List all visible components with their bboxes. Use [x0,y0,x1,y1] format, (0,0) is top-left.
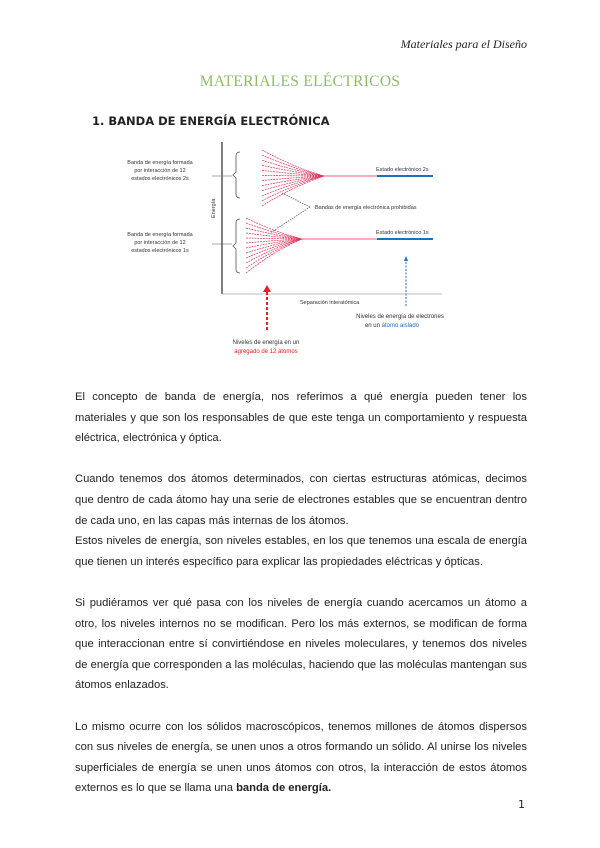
svg-text:Banda de energía formadapor in: Banda de energía formada por interacción de 12 estados electrónicos 2s [127,160,193,182]
energy-band-diagram [0,0,600,370]
y-axis-label: Energía [211,198,217,218]
energy-level-line [246,228,302,239]
x-axis-label: Separación interatómica [300,300,360,306]
body-text [75,387,527,799]
energy-level-fans [246,150,377,273]
brace-2s [233,152,240,198]
page-number: 1 [518,798,525,811]
energy-level-line [246,239,302,273]
paragraph: Lo mismo ocurre con los sólidos macroscópicos, tenemos millones de átomos dispersos con sus niveles de energía, se unen unos a otros formando un sólido. Al unirse los niveles superficiales de energía se unen unos átomos con otros, la interacción de estos átomos externos es lo que se llama una banda de energía. [75,720,527,795]
forbidden-pointers [270,193,310,233]
paragraph: Estos niveles de energía, son niveles estables, en los que tenemos una escala de energía que tienen un interés específico para explicar las propiedades eléctricas y ópticas. [75,535,527,568]
forbidden-label: Bandas de energía electrónica prohibidas [315,205,417,211]
paragraph: El concepto de banda de energía, nos referimos a qué energía pueden tener los materiales y que son los responsables de que este tenga un comportamiento y respuesta eléctrica, electrónica y óptica. [75,391,527,445]
paragraph: Si pudiéramos ver qué pasa con los niveles de energía cuando acercamos un átomo a otro, los niveles internos no se modifican. Pero los más externos, se modifican de forma que interaccionan entre sí convirtiéndose en niveles moleculares, y tenemos dos niveles de energía que corresponden a las moléculas, haciendo que las moléculas mantengan sus átomos enlazados. [75,596,527,692]
svg-text:Niveles de energía en unagrega: Niveles de energía en un agregado de 12 átomos [232,340,300,355]
energy-level-line [262,175,324,176]
energy-level-line [262,176,324,206]
section-heading: 1. BANDA DE ENERGÍA ELECTRÓNICA [92,114,330,128]
page-title: MATERIALES ELÉCTRICOS [199,73,401,90]
energy-level-line [246,233,302,239]
paragraph: Cuando tenemos dos átomos determinados, con ciertas estructuras atómicas, decimos que dentro de cada átomo hay una serie de electrones estables que se encuentran dentro de cada uno, en las capas más internas de los átomos. [75,473,527,527]
energy-level-line [246,218,302,239]
bold-term: banda de energía. [236,782,332,795]
state-2s-label: Estado electrónico 2s [376,167,429,173]
svg-text:Banda de energía formadapor in: Banda de energía formada por interacción de 12 estados electrónicos 1s [127,232,193,254]
state-1s-label: Estado electrónico 1s [376,230,429,236]
brace-1s [233,219,240,273]
running-header: Materiales para el Diseño [400,37,527,51]
svg-text:Niveles de energía de electron: Niveles de energía de electrones en un átomo aislado [356,314,444,329]
